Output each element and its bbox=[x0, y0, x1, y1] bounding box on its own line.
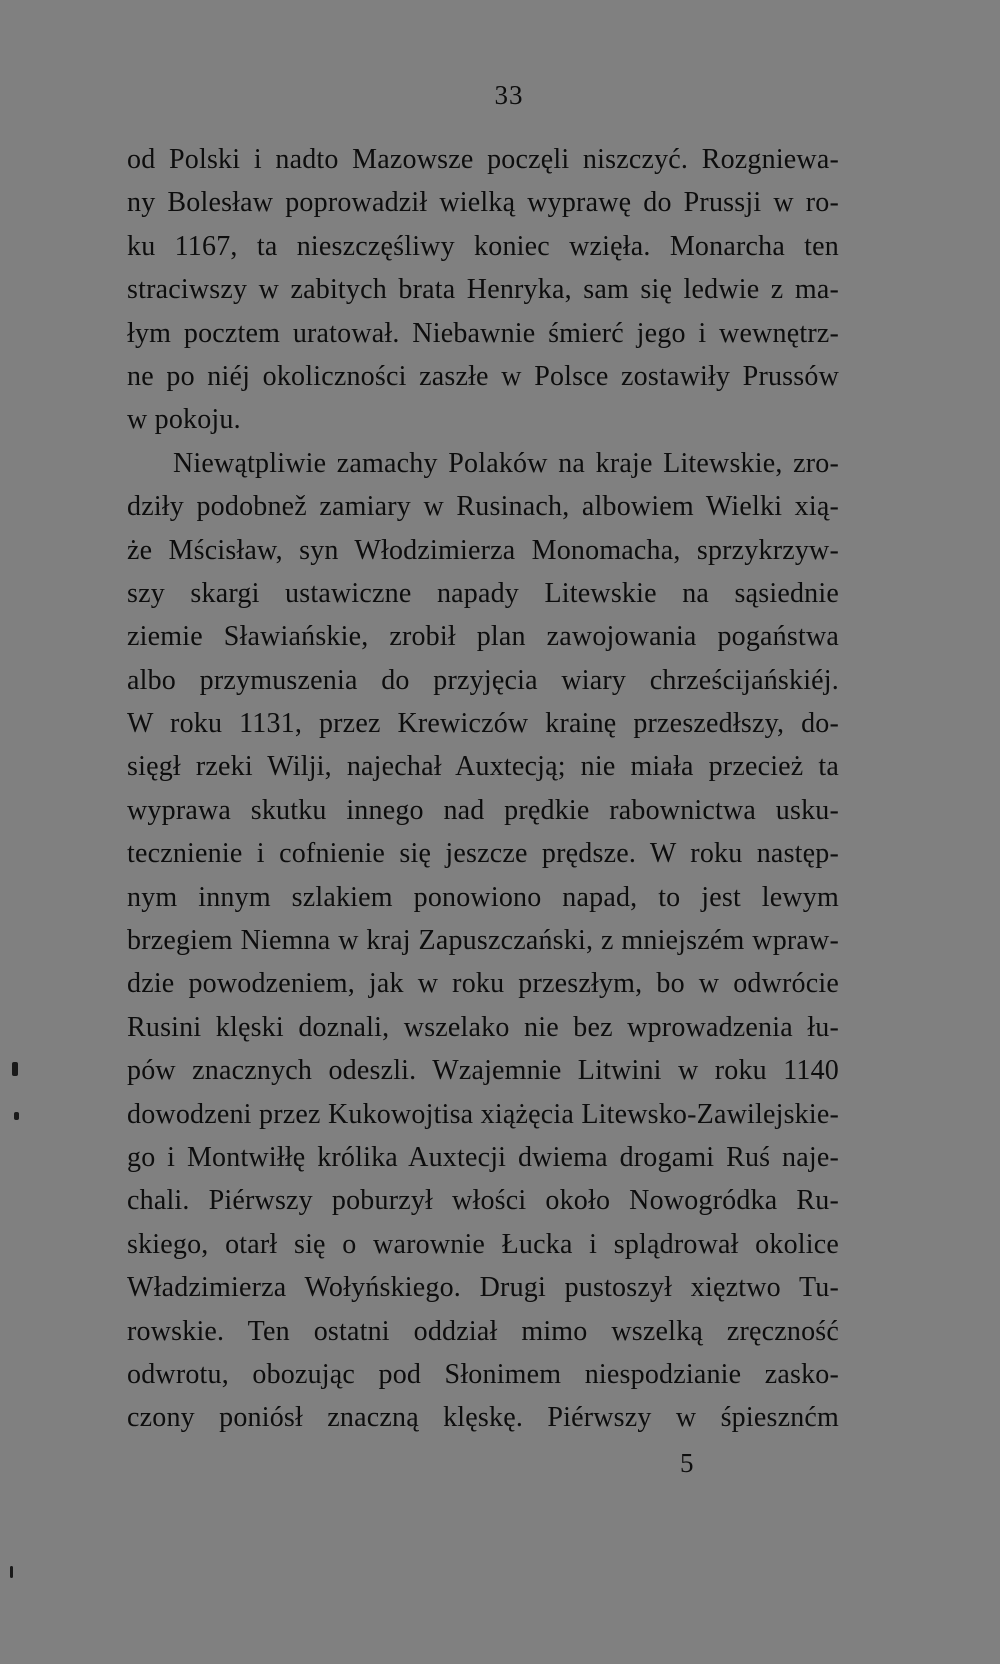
text-line: łym pocztem uratował. Niebawnie śmierć jego i wewnętrz- bbox=[127, 317, 839, 349]
text-line: skiego, otarł się o warownie Łucka i splądrował okolice bbox=[127, 1228, 839, 1260]
text-line: Władzimierza Wołyńskiego. Drugi pustoszył xięztwo Tu- bbox=[127, 1272, 839, 1304]
text-line: ne po niéj okoliczności zaszłe w Polsce zostawiły Prussów bbox=[127, 360, 839, 392]
text-line: dziły podobnež zamiary w Rusinach, albowiem Wielki xią- bbox=[127, 491, 839, 523]
text-line: że Mścisław, syn Włodzimierza Monomacha, sprzykrzyw- bbox=[127, 534, 839, 566]
margin-speck bbox=[10, 1566, 13, 1578]
signature-mark: 5 bbox=[680, 1448, 694, 1478]
text-line: Rusini klęski doznali, wszelako nie bez wprowadzenia łu- bbox=[127, 1011, 839, 1043]
margin-speck bbox=[12, 1062, 18, 1076]
text-line: dzie powodzeniem, jak w roku przeszłym, bo w odwrócie bbox=[127, 968, 839, 1000]
text-line: dowodzeni przez Kukowojtisa xiążęcia Litewsko-Zawilejskie- bbox=[127, 1098, 839, 1130]
text-line: pów znacznych odeszli. Wzajemnie Litwini w roku 1140 bbox=[127, 1055, 839, 1087]
text-line: czony poniósł znaczną klęskę. Piérwszy w śpiesznćm bbox=[127, 1402, 839, 1434]
text-line: w pokoju. bbox=[127, 404, 241, 436]
text-line: sięgł rzeki Wilji, najechał Auxtecją; nie miała przecież ta bbox=[127, 751, 839, 783]
text-line: odwrotu, obozując pod Słonimem niespodzianie zasko- bbox=[127, 1358, 839, 1390]
text-line: szy skargi ustawiczne napady Litewskie na sąsiednie bbox=[127, 577, 839, 609]
text-line: chali. Piérwszy poburzył włości około Nowogródka Ru- bbox=[127, 1185, 839, 1217]
text-line: ny Bolesław poprowadził wielką wyprawę do Prussji w ro- bbox=[127, 187, 839, 219]
page-number: 33 bbox=[494, 80, 524, 110]
margin-speck bbox=[14, 1112, 19, 1120]
text-line: W roku 1131, przez Krewiczów krainę przeszedłszy, do- bbox=[127, 708, 839, 740]
text-line: od Polski i nadto Mazowsze poczęli niszczyć. Rozgniewa- bbox=[127, 144, 839, 175]
body-text bbox=[127, 138, 839, 1440]
text-line: albo przymuszenia do przyjęcia wiary chrześcijańskiéj. bbox=[127, 664, 839, 696]
text-line: tecznienie i cofnienie się jeszcze prędsze. W roku następ- bbox=[127, 838, 839, 870]
text-line: brzegiem Niemna w kraj Zapuszczański, z mniejszém wpraw- bbox=[127, 925, 839, 957]
text-line: rowskie. Ten ostatni oddział mimo wszelką zręczność bbox=[127, 1315, 839, 1347]
text-line: ziemie Sławiańskie, zrobił plan zawojowania pogaństwa bbox=[127, 621, 839, 653]
text-line: straciwszy w zabitych brata Henryka, sam się ledwie z ma- bbox=[127, 274, 839, 306]
text-line: wyprawa skutku innego nad prędkie rabownictwa usku- bbox=[127, 794, 839, 826]
text-line: ku 1167, ta nieszczęśliwy koniec wzięła. Monarcha ten bbox=[127, 230, 839, 262]
text-line: go i Montwiłłę królika Auxtecji dwiema drogami Ruś naje- bbox=[127, 1141, 839, 1173]
text-line: nym innym szlakiem ponowiono napad, to jest lewym bbox=[127, 881, 839, 913]
text-line: Niewątpliwie zamachy Polaków na kraje Litewskie, zro- bbox=[173, 447, 839, 479]
